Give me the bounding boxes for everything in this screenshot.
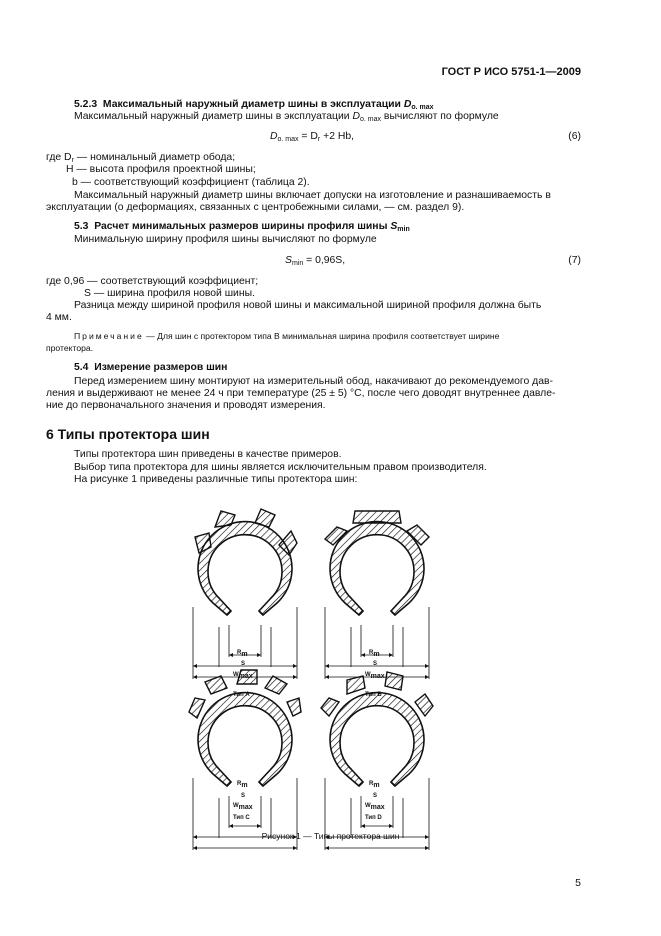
note-line2: протектора. bbox=[46, 343, 94, 353]
label-w-d: Wmax bbox=[365, 803, 385, 811]
where-b: b — соответствующий коэффициент (таблица 2). bbox=[72, 177, 310, 188]
where-h: H — высота профиля проектной шины; bbox=[66, 164, 256, 175]
type-a-label: Тип А bbox=[233, 692, 250, 698]
type-d-label: Тип D bbox=[365, 815, 382, 821]
page-number: 5 bbox=[575, 877, 581, 889]
formula-6-number: (6) bbox=[568, 131, 581, 142]
formula-7: $S_{min} = 0,96S$, bbox=[285, 255, 346, 267]
label-w-b: Wmax bbox=[365, 672, 385, 680]
section-5-4-heading: 5.4 Измерение размеров шин bbox=[74, 362, 228, 373]
label-w-a: Wmax bbox=[233, 672, 253, 680]
s6-line2: Выбор типа протектора для шины является исключительным правом производителя. bbox=[74, 462, 487, 473]
section-6-heading: 6 Типы протектора шин bbox=[46, 426, 210, 442]
label-rm-d: Rm bbox=[369, 781, 380, 789]
type-b-label: Тип В bbox=[365, 692, 382, 698]
label-s-d: S bbox=[373, 793, 378, 799]
s54-line1: Перед измерением шину монтируют на измерительный обод, накачивают до рекомендуемого дав- bbox=[74, 376, 553, 387]
s6-line1: Типы протектора шин приведены в качестве примеров. bbox=[74, 449, 342, 460]
formula-7-number: (7) bbox=[568, 255, 581, 266]
s54-line2: ления и выдерживают не менее 24 ч при температуре (25 ± 5) °С, после чего доводят внутреннее давле- bbox=[46, 388, 556, 399]
label-s-a: S bbox=[241, 661, 246, 667]
section-5-2-3-intro: Максимальный наружный диаметр шины в эксплуатации $D_{o. max}$ вычисляют по формуле bbox=[74, 111, 499, 123]
label-w-c: Wmax bbox=[233, 803, 253, 811]
s54-line3: ние до первоначального значения и проводят измерения. bbox=[46, 400, 326, 411]
label-rm-b: Rm bbox=[369, 650, 380, 658]
section-5-3-intro: Минимальную ширину профиля шины вычисляют по формуле bbox=[74, 234, 377, 245]
formula-6: $D_{o. max} = D_r +2$ Hb, bbox=[270, 131, 355, 143]
type-c-label: Тип С bbox=[233, 815, 250, 821]
note: Примечание — Для шин с протектором типа В минимальная ширина профиля соответствует ширине bbox=[74, 331, 500, 341]
s53-para-line1: Разница между шириной профиля новой шины и максимальной шириной профиля должна быть bbox=[74, 300, 542, 311]
s53-para-line2: 4 мм. bbox=[46, 312, 72, 323]
label-rm-a: Rm bbox=[237, 650, 248, 658]
s523-para-line1: Максимальный наружный диаметр шины включает допуски на изготовление и разнашиваемость в bbox=[74, 190, 551, 201]
section-5-2-3-heading: 5.2.3 Максимальный наружный диаметр шины в эксплуатации $D_{o. max}$ bbox=[74, 99, 434, 111]
label-s-b: S bbox=[373, 661, 378, 667]
s523-para-line2: эксплуатации (о деформациях, связанных с центробежными силами, — см. раздел 9). bbox=[46, 202, 465, 213]
label-rm-c: Rm bbox=[237, 781, 248, 789]
label-s-c: S bbox=[241, 793, 246, 799]
where-dr: где $D_r$ — номинальный диаметр обода; bbox=[46, 152, 236, 164]
where-coef: где 0,96 — соответствующий коэффициент; bbox=[46, 276, 259, 287]
section-5-3-heading: 5.3 Расчет минимальных размеров ширины профиля шины $S_{min}$ bbox=[74, 221, 410, 233]
page-header: ГОСТ Р ИСО 5751-1—2009 bbox=[441, 66, 581, 78]
figure-caption: Рисунок 1 — Типы протектора шин bbox=[261, 831, 400, 841]
s6-line3: На рисунке 1 приведены различные типы протектора шин: bbox=[74, 474, 358, 485]
where-s: S — ширина профиля новой шины. bbox=[84, 288, 255, 299]
